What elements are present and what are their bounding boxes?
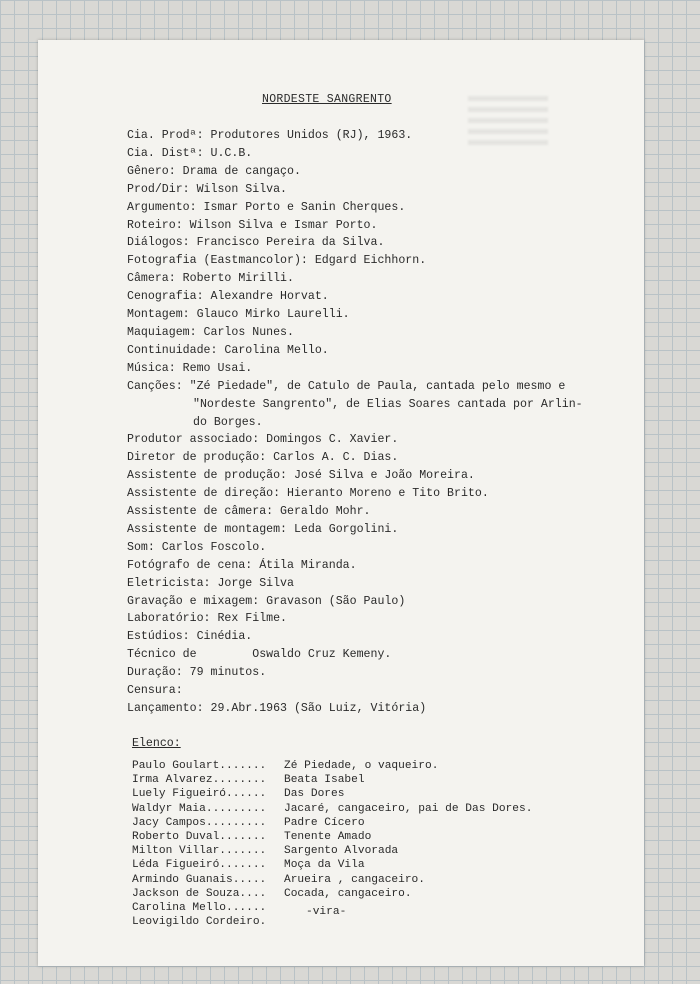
cast-actor: Roberto Duval....... xyxy=(132,831,267,844)
credit-line: Argumento: Ismar Porto e Sanin Cherques. xyxy=(127,200,406,214)
credit-line: Maquiagem: Carlos Nunes. xyxy=(127,325,294,339)
cast-role: Beata Isabel xyxy=(284,774,365,787)
credit-line: Fotografia (Eastmancolor): Edgard Eichhorn. xyxy=(127,254,427,268)
credit-line: Música: Remo Usai. xyxy=(127,361,253,375)
credit-line: Assistente de câmera: Geraldo Mohr. xyxy=(127,505,371,519)
cast-row xyxy=(132,887,532,901)
cast-row xyxy=(132,759,532,773)
cast-role: Jacaré, cangaceiro, pai de Das Dores. xyxy=(284,802,533,815)
cast-row xyxy=(132,858,532,872)
cast-actor: Jacy Campos......... xyxy=(132,816,267,829)
cast-actor: Paulo Goulart....... xyxy=(132,760,267,772)
cast-actor: Jackson de Souza.... xyxy=(132,887,267,900)
cast-actor: Armindo Guanais..... xyxy=(132,873,267,886)
credit-line: Técnico de Oswaldo Cruz Kemeny. xyxy=(127,648,392,662)
cast-actor: Irma Alvarez........ xyxy=(132,774,267,787)
cast-row xyxy=(132,873,532,887)
cast-actor: Luely Figueiró...... xyxy=(132,788,267,801)
credit-line: Laboratório: Rex Filme. xyxy=(127,612,288,626)
cast-role: Zé Piedade, o vaqueiro. xyxy=(284,760,439,772)
credit-line: Assistente de produção: José Silva e João Moreira. xyxy=(127,469,475,483)
cast-row xyxy=(132,787,532,801)
cast-actor: Carolina Mello...... xyxy=(132,902,267,915)
page-footer: -vira- xyxy=(306,906,347,918)
credit-line: Prod/Dir: Wilson Silva. xyxy=(127,182,288,196)
document-title: NORDESTE SANGRENTO xyxy=(262,93,392,106)
credit-line-continuation: "Nordeste Sangrento", de Elias Soares cantada por Arlin- xyxy=(193,397,583,411)
credit-line: Duração: 79 minutos. xyxy=(127,666,267,680)
credit-line: Som: Carlos Foscolo. xyxy=(127,540,267,554)
credit-line: Diálogos: Francisco Pereira da Silva. xyxy=(127,236,385,250)
cast-role: Tenente Amado xyxy=(284,831,372,844)
credit-line: Estúdios: Cinédia. xyxy=(127,630,253,644)
cast-actor: Milton Villar....... xyxy=(132,845,267,858)
cast-role: Moça da Vila xyxy=(284,859,365,872)
cast-actor: Leovigildo Cordeiro. xyxy=(132,916,267,929)
credit-line: Produtor associado: Domingos C. Xavier. xyxy=(127,433,399,447)
cast-actor: Waldyr Maia......... xyxy=(132,802,267,815)
cast-list xyxy=(132,759,532,929)
credit-line: Câmera: Roberto Mirilli. xyxy=(127,272,294,286)
cast-role: Das Dores xyxy=(284,788,345,801)
credit-line: Canções: "Zé Piedade", de Catulo de Paula, cantada pelo mesmo e xyxy=(127,379,566,393)
cast-role: Cocada, cangaceiro. xyxy=(284,887,412,900)
credit-line: Assistente de direção: Hieranto Moreno e Tito Brito. xyxy=(127,487,489,501)
cast-row xyxy=(132,802,532,816)
credit-line: Cenografia: Alexandre Horvat. xyxy=(127,290,329,304)
credits-list xyxy=(127,127,627,718)
cast-role: Sargento Alvorada xyxy=(284,845,399,858)
credit-line: Cia. Distª: U.C.B. xyxy=(127,146,253,160)
cast-row xyxy=(132,844,532,858)
credit-line: Lançamento: 29.Abr.1963 (São Luiz, Vitória) xyxy=(127,702,427,715)
credit-line: Fotógrafo de cena: Átila Miranda. xyxy=(127,558,357,572)
credit-line: Montagem: Glauco Mirko Laurelli. xyxy=(127,308,350,322)
cast-row xyxy=(132,816,532,830)
credit-line: Gravação e mixagem: Gravason (São Paulo) xyxy=(127,594,406,608)
credit-line: Roteiro: Wilson Silva e Ismar Porto. xyxy=(127,218,378,232)
credit-line: Gênero: Drama de cangaço. xyxy=(127,164,301,178)
cast-role: Arueira , cangaceiro. xyxy=(284,873,425,886)
credit-line: Eletricista: Jorge Silva xyxy=(127,576,294,590)
cast-role: Padre Cícero xyxy=(284,816,365,829)
cast-row xyxy=(132,830,532,844)
cast-row xyxy=(132,773,532,787)
credit-line: Censura: xyxy=(127,684,183,698)
credit-line: Diretor de produção: Carlos A. C. Dias. xyxy=(127,451,399,465)
cast-actor: Léda Figueiró....... xyxy=(132,859,267,872)
credit-line: Assistente de montagem: Leda Gorgolini. xyxy=(127,522,399,536)
credit-line: Continuidade: Carolina Mello. xyxy=(127,343,329,357)
cast-heading: Elenco: xyxy=(132,737,181,750)
credit-line-continuation: do Borges. xyxy=(193,415,263,429)
credit-line: Cia. Prodª: Produtores Unidos (RJ), 1963. xyxy=(127,129,413,142)
